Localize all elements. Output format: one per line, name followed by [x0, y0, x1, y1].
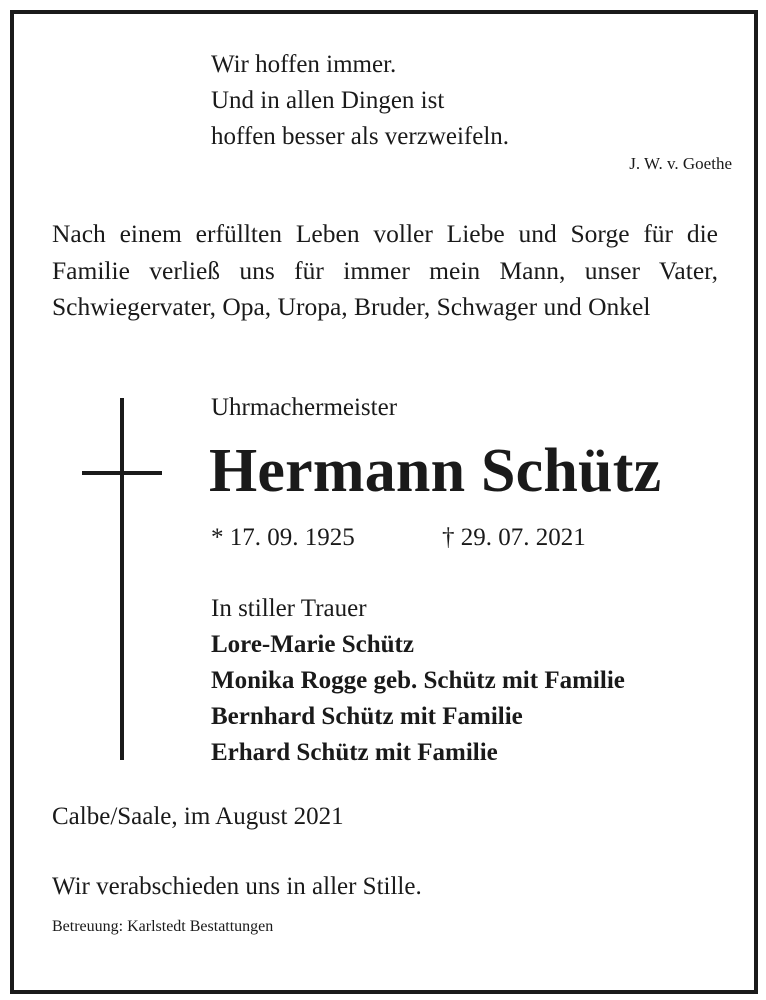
- mourner-name: Bernhard Schütz mit Familie: [211, 703, 523, 730]
- deceased-name: Hermann Schütz: [209, 437, 662, 505]
- intro-text: Nach einem erfüllten Leben voller Liebe und Sorge für die Familie verließ uns für immer mein Mann, unser Vater, Schwiegervater, Opa, Uropa, Bruder, Schwager und Onkel: [52, 219, 718, 321]
- funeral-home: Betreuung: Karlstedt Bestattungen: [52, 918, 274, 935]
- mourner-name: Erhard Schütz mit Familie: [211, 739, 498, 766]
- cross-icon-bar: [82, 471, 162, 475]
- mourner-name: Lore-Marie Schütz: [211, 631, 414, 658]
- quote-line: Und in allen Dingen ist: [211, 87, 445, 114]
- cross-icon: [120, 398, 124, 760]
- deceased-profession: Uhrmachermeister: [211, 394, 398, 421]
- quote-author: J. W. v. Goethe: [629, 154, 732, 173]
- birth-date: * 17. 09. 1925: [211, 524, 355, 551]
- place-date: Calbe/Saale, im August 2021: [52, 803, 344, 830]
- death-date: † 29. 07. 2021: [442, 524, 586, 551]
- mourner-name: Monika Rogge geb. Schütz mit Familie: [211, 667, 625, 694]
- mourning-intro: In stiller Trauer: [211, 595, 367, 622]
- quote-line: Wir hoffen immer.: [211, 51, 397, 78]
- quote-line: hoffen besser als verzweifeln.: [211, 123, 510, 150]
- obituary-notice: [10, 10, 758, 994]
- farewell-text: Wir verabschieden uns in aller Stille.: [52, 873, 422, 900]
